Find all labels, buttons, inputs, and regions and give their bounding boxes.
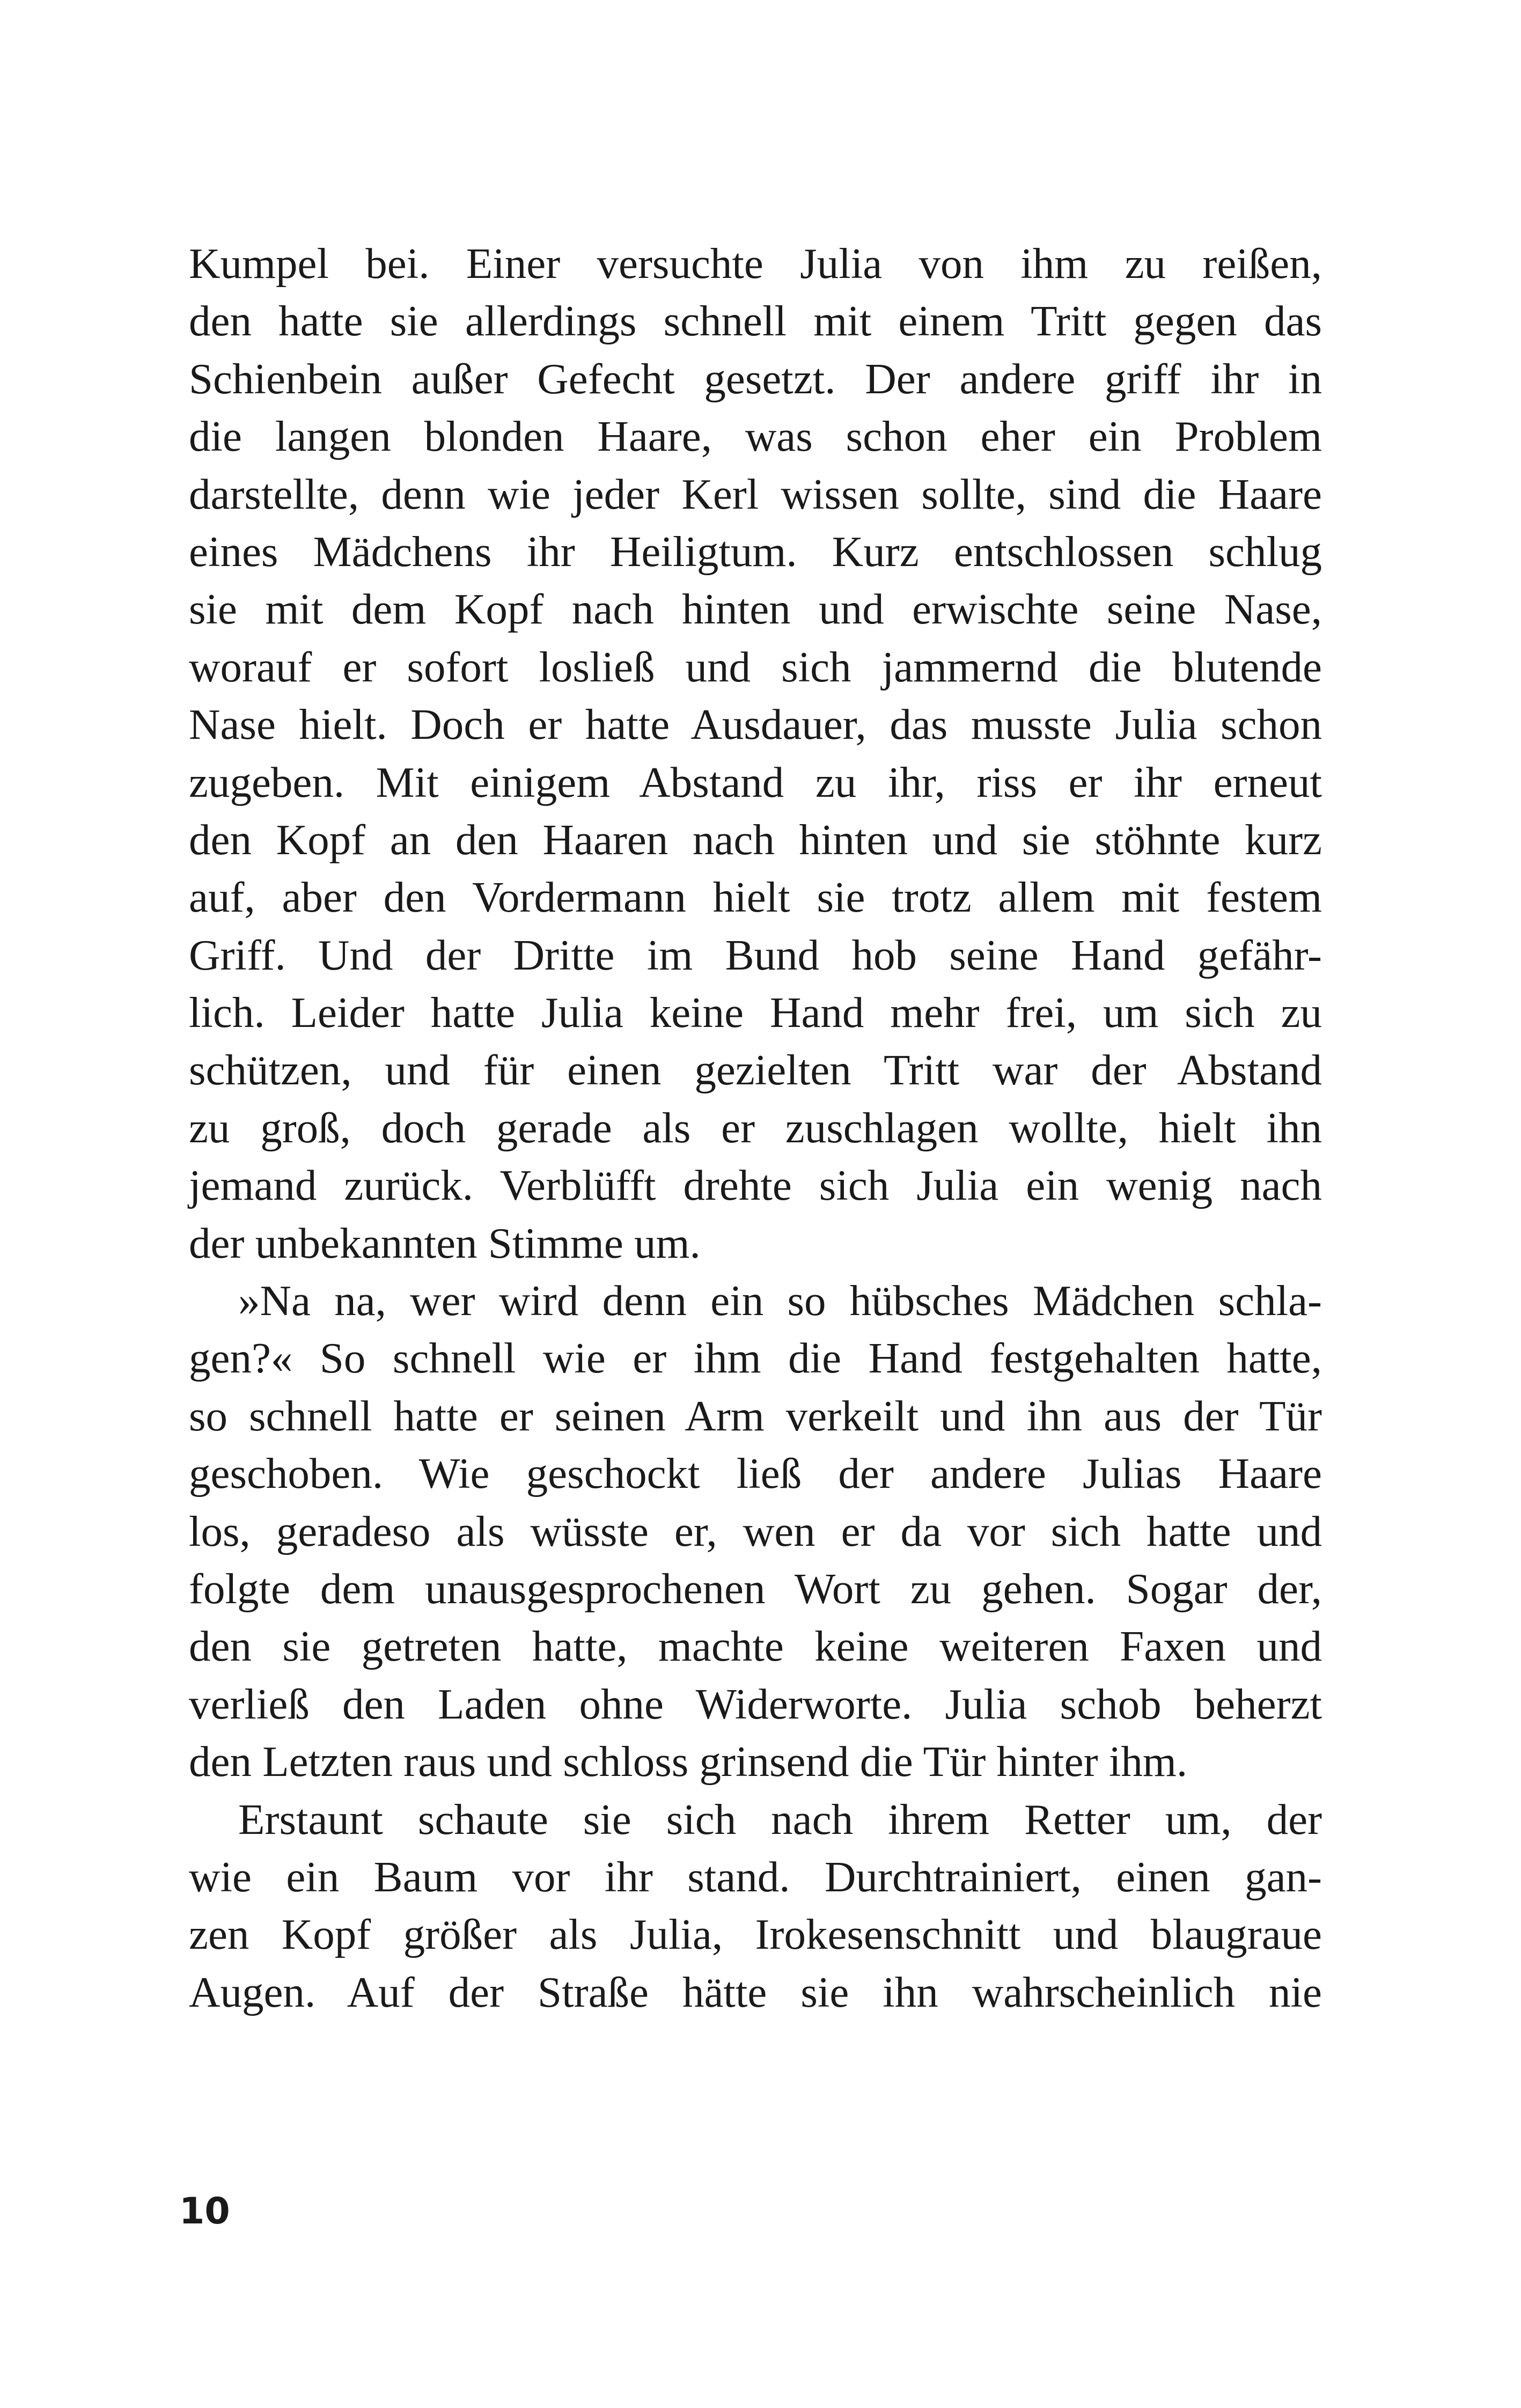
text-line: den hatte sie allerdings schnell mit einem Tritt gegen das — [189, 297, 1322, 346]
text-line: wie ein Baum vor ihr stand. Durchtrainiert, einen gan- — [189, 1852, 1322, 1901]
text-line: den sie getreten hatte, machte keine weiteren Faxen und — [189, 1622, 1322, 1671]
text-line: Kumpel bei. Einer versuchte Julia von ihm zu reißen, — [189, 239, 1322, 288]
text-line: gen?« So schnell wie er ihm die Hand festgehalten hatte, — [189, 1334, 1322, 1383]
text-line: geschoben. Wie geschockt ließ der andere Julias Haare — [189, 1449, 1322, 1498]
text-line: Schienbein außer Gefecht gesetzt. Der andere griff ihr in — [189, 354, 1322, 403]
text-line: Augen. Auf der Straße hätte sie ihn wahrscheinlich nie — [189, 1967, 1322, 2016]
text-line: »Na na, wer wird denn ein so hübsches Mädchen schla- — [238, 1276, 1322, 1325]
text-line: los, geradeso als wüsste er, wen er da vor sich hatte und — [189, 1507, 1322, 1555]
text-line: Nase hielt. Doch er hatte Ausdauer, das musste Julia schon — [189, 700, 1322, 749]
text-line: darstellte, denn wie jeder Kerl wissen sollte, sind die Haare — [189, 469, 1322, 518]
text-line: Erstaunt schaute sie sich nach ihrem Retter um, der — [238, 1795, 1322, 1844]
text-line: den Letzten raus und schloss grinsend die Tür hinter ihm. — [189, 1737, 1188, 1786]
text-line: zu groß, doch gerade als er zuschlagen wollte, hielt ihn — [189, 1103, 1322, 1152]
text-line: zugeben. Mit einigem Abstand zu ihr, riss er ihr erneut — [189, 758, 1322, 806]
text-line: zen Kopf größer als Julia, Irokesenschnitt und blaugraue — [189, 1910, 1322, 1959]
text-line: der unbekannten Stimme um. — [189, 1218, 701, 1267]
text-line: die langen blonden Haare, was schon eher ein Problem — [189, 412, 1322, 461]
text-line: auf, aber den Vordermann hielt sie trotz allem mit festem — [189, 873, 1322, 922]
text-line: den Kopf an den Haaren nach hinten und sie stöhnte kurz — [189, 815, 1322, 864]
text-line: verließ den Laden ohne Widerworte. Julia schob beherzt — [189, 1679, 1322, 1728]
body-text — [189, 235, 1322, 2021]
text-line: folgte dem unausgesprochenen Wort zu gehen. Sogar der, — [189, 1564, 1322, 1613]
page-number: 10 — [179, 2190, 230, 2233]
text-line: jemand zurück. Verblüfft drehte sich Julia ein wenig nach — [189, 1161, 1322, 1210]
text-line: lich. Leider hatte Julia keine Hand mehr frei, um sich zu — [189, 988, 1322, 1037]
text-line: schützen, und für einen gezielten Tritt war der Abstand — [189, 1046, 1322, 1095]
text-line: so schnell hatte er seinen Arm verkeilt und ihn aus der Tür — [189, 1391, 1322, 1440]
text-line: sie mit dem Kopf nach hinten und erwischte seine Nase, — [189, 585, 1322, 634]
text-line: eines Mädchens ihr Heiligtum. Kurz entschlossen schlug — [189, 527, 1322, 576]
text-line: Griff. Und der Dritte im Bund hob seine Hand gefähr- — [189, 930, 1322, 979]
text-line: worauf er sofort losließ und sich jammernd die blutende — [189, 642, 1322, 691]
